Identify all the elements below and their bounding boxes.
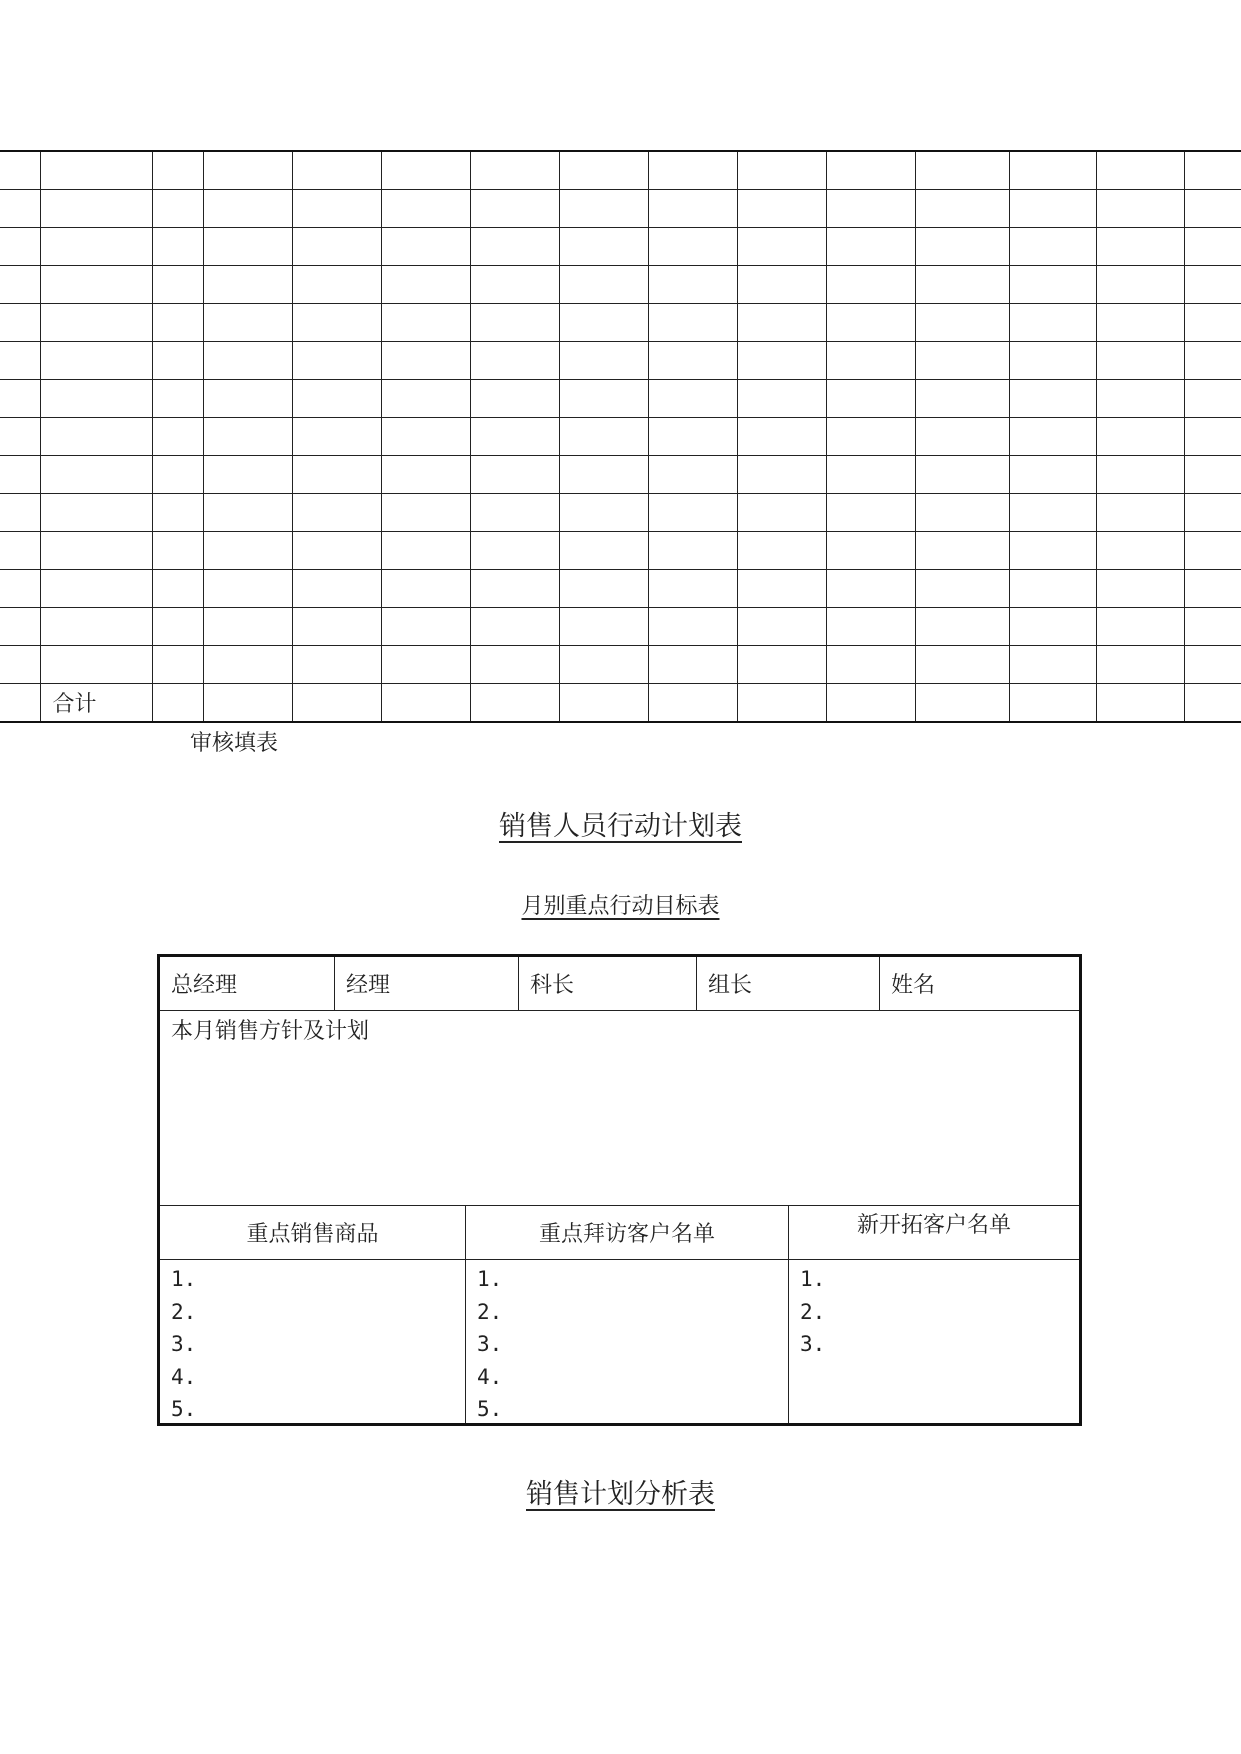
table-cell — [40, 456, 152, 494]
table-cell — [648, 380, 737, 418]
table-cell — [737, 380, 826, 418]
table-cell — [381, 570, 470, 608]
table-cell — [648, 418, 737, 456]
table-cell — [1184, 608, 1241, 646]
table-cell — [737, 494, 826, 532]
table-cell — [470, 342, 559, 380]
table-cell — [292, 342, 381, 380]
table-cell — [470, 190, 559, 228]
table-cell — [0, 456, 40, 494]
table-row — [0, 570, 1241, 608]
table-cell — [915, 266, 1009, 304]
table-cell — [826, 570, 915, 608]
table-row — [0, 342, 1241, 380]
table-cell — [1184, 418, 1241, 456]
table-cell — [470, 304, 559, 342]
table-cell — [915, 646, 1009, 684]
table-cell — [826, 380, 915, 418]
table-cell — [203, 532, 292, 570]
table-cell — [292, 304, 381, 342]
table-cell — [826, 151, 915, 190]
table-cell — [1096, 151, 1184, 190]
table-cell — [1096, 570, 1184, 608]
table-cell — [40, 608, 152, 646]
table-cell — [559, 190, 648, 228]
table-cell — [40, 494, 152, 532]
list-item: 3. — [477, 1332, 503, 1356]
header-cell-manager: 经理 — [335, 957, 519, 1010]
table-cell — [381, 266, 470, 304]
table-cell — [1184, 494, 1241, 532]
table-cell — [470, 418, 559, 456]
table-cell — [152, 608, 203, 646]
table-cell — [292, 646, 381, 684]
table-cell — [559, 380, 648, 418]
total-label: 合计 — [40, 684, 152, 723]
table-row — [0, 304, 1241, 342]
analysis-title: 销售计划分析表 — [526, 1479, 715, 1510]
table-cell — [1184, 456, 1241, 494]
table-cell — [152, 684, 203, 723]
table-cell — [1184, 304, 1241, 342]
table-cell — [737, 456, 826, 494]
column-header-row — [160, 1206, 1079, 1260]
table-cell — [470, 494, 559, 532]
table-cell — [0, 494, 40, 532]
list-item: 4. — [171, 1364, 197, 1389]
table-cell — [1096, 494, 1184, 532]
table-cell — [292, 151, 381, 190]
table-cell — [1096, 228, 1184, 266]
table-cell — [203, 190, 292, 228]
table-cell — [915, 228, 1009, 266]
table-cell — [152, 190, 203, 228]
table-row — [0, 228, 1241, 266]
table-cell — [0, 228, 40, 266]
table-cell — [292, 532, 381, 570]
table-cell — [826, 418, 915, 456]
table-cell — [152, 646, 203, 684]
table-cell — [470, 151, 559, 190]
table-cell — [292, 570, 381, 608]
table-cell — [1184, 151, 1241, 190]
table-cell — [559, 608, 648, 646]
table-row — [0, 646, 1241, 684]
list-item: 5. — [477, 1397, 503, 1421]
table-cell — [292, 418, 381, 456]
table-cell — [648, 342, 737, 380]
table-cell — [915, 151, 1009, 190]
table-cell — [1184, 380, 1241, 418]
table-cell — [40, 418, 152, 456]
table-cell — [381, 190, 470, 228]
table-cell — [737, 266, 826, 304]
table-cell — [1009, 570, 1096, 608]
table-cell — [152, 418, 203, 456]
table-cell — [826, 342, 915, 380]
table-cell — [559, 532, 648, 570]
table-cell — [559, 570, 648, 608]
monthly-policy-cell — [160, 1011, 1079, 1206]
table-cell — [0, 190, 40, 228]
table-cell — [203, 228, 292, 266]
table-cell — [40, 151, 152, 190]
list-item: 3. — [171, 1332, 197, 1356]
table-cell — [0, 342, 40, 380]
table-cell — [559, 228, 648, 266]
table-cell — [203, 684, 292, 723]
table-cell — [203, 608, 292, 646]
table-row — [0, 532, 1241, 570]
list-item: 2. — [171, 1299, 197, 1324]
table-cell — [292, 190, 381, 228]
table-cell — [152, 228, 203, 266]
column-title-key-products: 重点销售商品 — [160, 1206, 466, 1259]
table-cell — [292, 380, 381, 418]
table-cell — [915, 380, 1009, 418]
table-cell — [559, 418, 648, 456]
table-cell — [559, 646, 648, 684]
list-new-customers — [789, 1260, 1079, 1423]
table-cell — [152, 304, 203, 342]
table-cell — [203, 418, 292, 456]
table-cell — [203, 266, 292, 304]
table-cell — [40, 342, 152, 380]
table-cell — [0, 266, 40, 304]
table-cell — [292, 494, 381, 532]
header-cell-group-leader: 组长 — [697, 957, 880, 1010]
table-cell — [1096, 418, 1184, 456]
table-cell — [1009, 380, 1096, 418]
table-cell — [1096, 380, 1184, 418]
table-cell — [381, 456, 470, 494]
table-cell — [1096, 342, 1184, 380]
table-cell — [40, 304, 152, 342]
table-cell — [152, 456, 203, 494]
table-cell — [381, 151, 470, 190]
table-cell — [559, 151, 648, 190]
table-cell — [648, 494, 737, 532]
list-key-visits — [466, 1260, 789, 1423]
table-row — [0, 456, 1241, 494]
policy-label: 本月销售方针及计划 — [171, 1019, 370, 1044]
table-cell — [1096, 684, 1184, 723]
table-cell — [1096, 266, 1184, 304]
table-cell — [737, 646, 826, 684]
table-cell — [1009, 494, 1096, 532]
table-cell — [381, 532, 470, 570]
table-cell — [915, 456, 1009, 494]
table-cell — [470, 684, 559, 723]
list-item: 1. — [800, 1267, 826, 1291]
table-cell — [381, 684, 470, 723]
table-row — [0, 418, 1241, 456]
table-cell — [1009, 342, 1096, 380]
table-cell — [0, 380, 40, 418]
table-cell — [40, 646, 152, 684]
table-cell — [648, 304, 737, 342]
table-cell — [1096, 304, 1184, 342]
table-cell — [915, 608, 1009, 646]
table-cell — [0, 608, 40, 646]
subtitle: 月别重点行动目标表 — [521, 894, 720, 919]
table-cell — [1096, 532, 1184, 570]
table-cell — [1009, 532, 1096, 570]
table-cell — [40, 532, 152, 570]
table-cell — [737, 304, 826, 342]
table-cell — [470, 570, 559, 608]
approval-header-row — [160, 957, 1079, 1011]
header-cell-section-chief: 科长 — [519, 957, 697, 1010]
table-cell — [826, 684, 915, 723]
main-title: 销售人员行动计划表 — [499, 811, 742, 842]
table-cell — [152, 532, 203, 570]
table-cell — [203, 456, 292, 494]
table-cell — [826, 304, 915, 342]
list-item: 2. — [800, 1299, 826, 1324]
table-cell — [1184, 342, 1241, 380]
table-cell — [737, 418, 826, 456]
table-cell — [381, 494, 470, 532]
table-cell — [915, 342, 1009, 380]
table-cell — [737, 151, 826, 190]
table-cell — [648, 266, 737, 304]
table-cell — [152, 342, 203, 380]
table-cell — [915, 190, 1009, 228]
table-cell — [381, 608, 470, 646]
table-cell — [470, 228, 559, 266]
table-cell — [0, 646, 40, 684]
table-cell — [1009, 608, 1096, 646]
table-cell — [1184, 190, 1241, 228]
table-cell — [470, 456, 559, 494]
table-cell — [40, 380, 152, 418]
table-cell — [1009, 190, 1096, 228]
table-cell — [1009, 684, 1096, 723]
table-cell — [737, 684, 826, 723]
table-cell — [470, 380, 559, 418]
list-item: 2. — [477, 1299, 503, 1324]
table-cell — [381, 418, 470, 456]
table-cell — [1096, 190, 1184, 228]
table-cell — [1009, 228, 1096, 266]
table-row — [0, 151, 1241, 190]
table-cell — [0, 532, 40, 570]
table-cell — [381, 342, 470, 380]
table-cell — [826, 190, 915, 228]
table-cell — [381, 228, 470, 266]
table-cell — [559, 342, 648, 380]
table-cell — [1009, 266, 1096, 304]
table-cell — [470, 646, 559, 684]
table-row — [0, 608, 1241, 646]
table-cell — [0, 684, 40, 723]
table-cell — [915, 570, 1009, 608]
review-fill-note: 审核填表 — [190, 731, 279, 756]
table-cell — [292, 228, 381, 266]
table-cell — [559, 456, 648, 494]
table-cell — [826, 266, 915, 304]
table-cell — [203, 494, 292, 532]
table-cell — [470, 532, 559, 570]
table-cell — [737, 228, 826, 266]
table-cell — [648, 570, 737, 608]
table-cell — [0, 151, 40, 190]
table-cell — [1184, 532, 1241, 570]
table-cell — [826, 494, 915, 532]
table-cell — [152, 570, 203, 608]
table-cell — [1096, 608, 1184, 646]
table-cell — [292, 608, 381, 646]
header-cell-general-manager: 总经理 — [160, 957, 335, 1010]
total-row — [0, 684, 1241, 723]
list-row — [160, 1260, 1079, 1423]
table-cell — [152, 380, 203, 418]
table-cell — [0, 570, 40, 608]
table-cell — [292, 266, 381, 304]
table-cell — [915, 418, 1009, 456]
table-cell — [203, 646, 292, 684]
table-cell — [381, 380, 470, 418]
monthly-action-table — [157, 954, 1082, 1426]
table-cell — [1096, 646, 1184, 684]
list-key-products — [160, 1260, 466, 1423]
table-cell — [737, 190, 826, 228]
table-cell — [1009, 418, 1096, 456]
table-cell — [737, 570, 826, 608]
table-cell — [559, 266, 648, 304]
table-cell — [1009, 646, 1096, 684]
table-cell — [292, 684, 381, 723]
table-cell — [559, 684, 648, 723]
table-cell — [0, 418, 40, 456]
table-cell — [826, 646, 915, 684]
table-cell — [1184, 228, 1241, 266]
table-cell — [203, 570, 292, 608]
table-cell — [1009, 151, 1096, 190]
table-cell — [1184, 646, 1241, 684]
table-cell — [203, 151, 292, 190]
table-cell — [0, 304, 40, 342]
list-item: 3. — [800, 1332, 826, 1356]
header-cell-name: 姓名 — [891, 973, 936, 998]
table-cell — [737, 608, 826, 646]
table-cell — [470, 266, 559, 304]
table-cell — [1184, 266, 1241, 304]
list-item: 5. — [171, 1397, 197, 1421]
table-cell — [915, 532, 1009, 570]
table-row — [0, 380, 1241, 418]
table-cell — [915, 684, 1009, 723]
table-cell — [40, 570, 152, 608]
table-cell — [648, 456, 737, 494]
table-cell — [826, 456, 915, 494]
table-cell — [648, 151, 737, 190]
column-title-key-visits: 重点拜访客户名单 — [466, 1206, 789, 1259]
table-cell — [648, 532, 737, 570]
table-cell — [1009, 456, 1096, 494]
upper-sales-table — [0, 150, 1241, 723]
table-cell — [648, 646, 737, 684]
table-row — [0, 266, 1241, 304]
table-cell — [40, 228, 152, 266]
table-cell — [1009, 304, 1096, 342]
table-cell — [648, 684, 737, 723]
table-cell — [381, 646, 470, 684]
table-cell — [826, 228, 915, 266]
column-title-new-customers: 新开拓客户名单 — [856, 1213, 1011, 1238]
table-cell — [40, 190, 152, 228]
table-row — [0, 190, 1241, 228]
table-cell — [1096, 456, 1184, 494]
table-cell — [40, 266, 152, 304]
list-item: 1. — [171, 1267, 197, 1291]
table-cell — [292, 456, 381, 494]
table-cell — [203, 380, 292, 418]
table-cell — [737, 532, 826, 570]
table-cell — [152, 266, 203, 304]
table-cell — [470, 608, 559, 646]
table-cell — [559, 494, 648, 532]
table-cell — [152, 151, 203, 190]
list-item: 1. — [477, 1267, 503, 1291]
table-cell — [915, 494, 1009, 532]
table-cell — [203, 304, 292, 342]
table-cell — [152, 494, 203, 532]
table-cell — [381, 304, 470, 342]
table-cell — [915, 304, 1009, 342]
table-cell — [1184, 570, 1241, 608]
table-cell — [1184, 684, 1241, 723]
table-cell — [648, 608, 737, 646]
table-cell — [737, 342, 826, 380]
table-cell — [648, 190, 737, 228]
table-cell — [826, 608, 915, 646]
list-item: 4. — [477, 1364, 503, 1389]
table-row — [0, 494, 1241, 532]
table-cell — [203, 342, 292, 380]
table-cell — [648, 228, 737, 266]
table-cell — [826, 532, 915, 570]
table-cell — [559, 304, 648, 342]
